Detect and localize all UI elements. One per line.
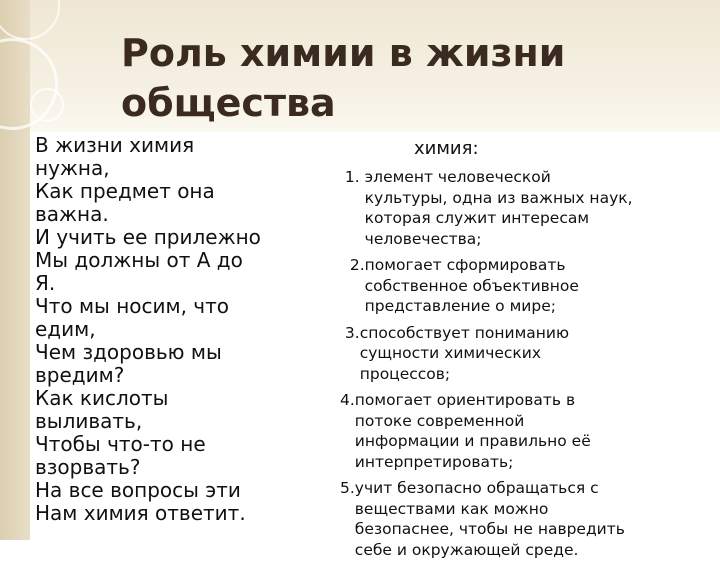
- poem-line: Чем здоровью мы: [35, 340, 222, 364]
- list-item: [340, 478, 712, 560]
- poem-line: И учить ее прилежно: [35, 225, 261, 249]
- list-item-text: процессов;: [359, 364, 451, 383]
- list-item-number: 4.: [340, 391, 355, 409]
- list-item: [340, 390, 712, 472]
- list-item-text: которая служит интересам: [364, 209, 590, 227]
- poem-line: Что мы носим, что: [35, 294, 230, 318]
- poem-line: вредим?: [35, 363, 125, 387]
- poem-line: Мы должны от А до: [35, 248, 243, 272]
- list-item-text: веществами как можно: [354, 499, 549, 518]
- list-item-text: информации и правильно её: [354, 432, 591, 450]
- poem-line: едим,: [35, 317, 96, 341]
- poem-line: важна.: [35, 202, 109, 226]
- list-item-text: интерпретировать;: [354, 452, 514, 471]
- list-item-text: себе и окружающей среде.: [354, 540, 579, 559]
- list-heading: химия:: [414, 138, 479, 159]
- decorative-circle: [30, 88, 64, 122]
- poem-line: Нам химия ответит.: [35, 501, 246, 525]
- poem-line: Как кислоты: [35, 386, 169, 410]
- chemistry-roles-list: [340, 137, 712, 566]
- poem-line: Я.: [35, 271, 56, 295]
- list-item-text: сущности химических: [359, 344, 542, 362]
- list-item-number: 2.: [340, 256, 365, 274]
- slide-title-line-1: Роль химии в жизни: [121, 31, 566, 75]
- poem: [35, 134, 335, 525]
- poem-line: взорвать?: [35, 455, 141, 479]
- list-item-text: помогает сформировать: [364, 256, 566, 274]
- poem-line: Как предмет она: [35, 179, 215, 203]
- list-item-number: 1.: [340, 168, 365, 186]
- list-item: [340, 255, 712, 317]
- list-item-text: культуры, одна из важных наук,: [364, 188, 633, 207]
- poem-line: нужна,: [35, 156, 110, 180]
- list-item-text: человечества;: [364, 229, 482, 248]
- list-item-text: потоке современной: [354, 411, 525, 430]
- list-item-text: учит безопасно обращаться с: [354, 479, 599, 497]
- list-item: [340, 323, 712, 385]
- list-item: [340, 167, 712, 249]
- list-item-number: 3.: [340, 323, 360, 342]
- slide-title-line-2: общества: [121, 81, 336, 125]
- list-item-text: помогает ориентировать в: [354, 391, 576, 409]
- slide-title: [121, 28, 701, 128]
- list-item-text: безопаснее, чтобы не навредить: [354, 520, 625, 538]
- list-item-text: способствует пониманию: [359, 323, 570, 342]
- list-item-text: собственное объективное: [364, 276, 579, 295]
- poem-line: На все вопросы эти: [35, 478, 241, 502]
- poem-line: Чтобы что-то не: [35, 432, 206, 456]
- list-item-text: представление о мире;: [364, 297, 556, 315]
- list-item-number: 5.: [340, 479, 355, 497]
- poem-line: выливать,: [35, 409, 143, 433]
- poem-line: В жизни химия: [35, 133, 195, 157]
- list-item-text: элемент человеческой: [364, 168, 551, 186]
